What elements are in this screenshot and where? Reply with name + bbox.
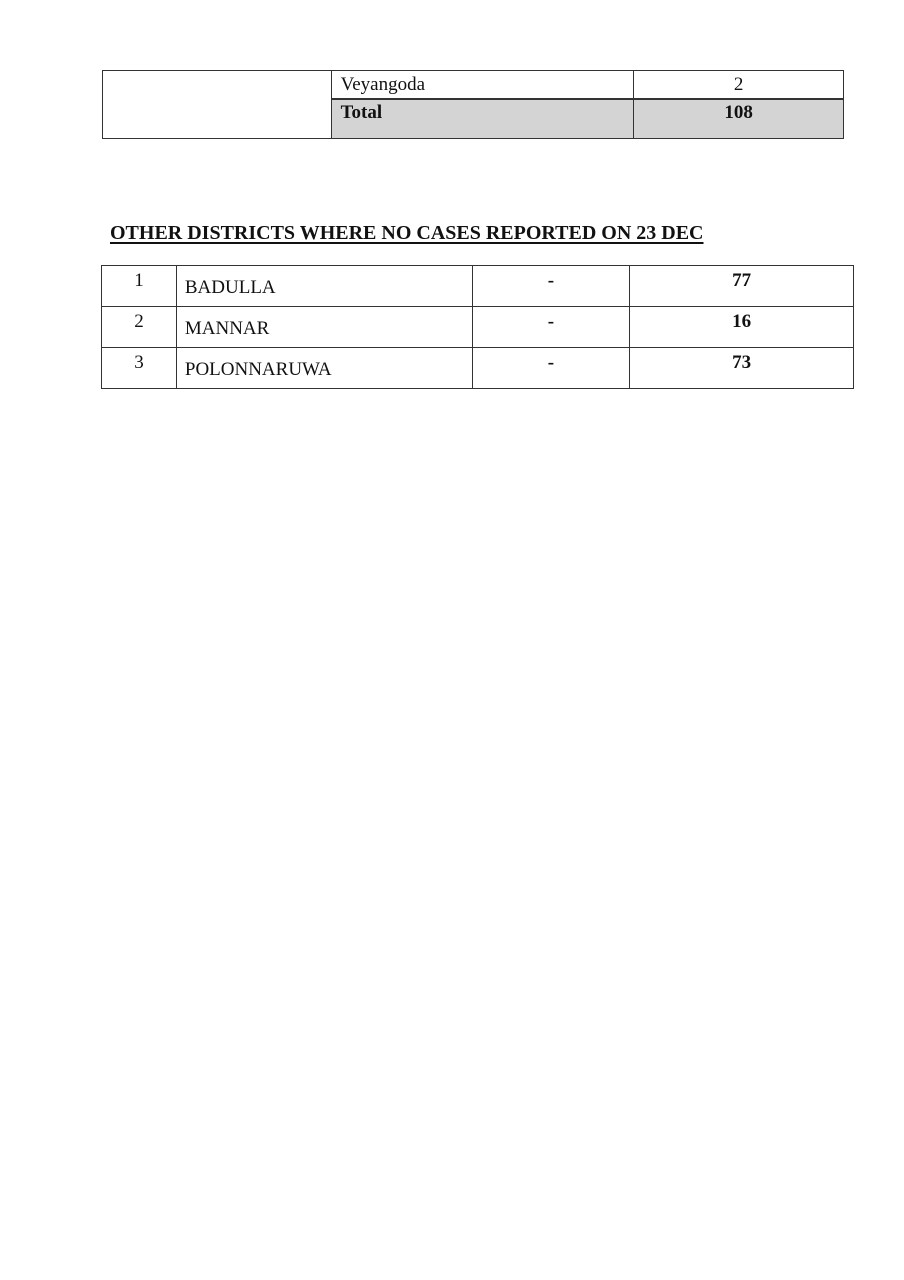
row-number: 2 — [102, 307, 177, 348]
total-label: Total — [331, 99, 634, 139]
place-name-cell: Veyangoda — [331, 71, 634, 100]
district-name: MANNAR — [176, 307, 472, 348]
cases-today: - — [472, 348, 630, 389]
section-heading: OTHER DISTRICTS WHERE NO CASES REPORTED ON 23 DEC — [110, 222, 704, 244]
district-name: POLONNARUWA — [176, 348, 472, 389]
total-value: 108 — [634, 99, 844, 139]
table-row — [102, 307, 854, 348]
row-number: 1 — [102, 266, 177, 307]
cases-total: 77 — [630, 266, 854, 307]
area-cases-table-continuation — [102, 70, 844, 139]
table-row — [102, 348, 854, 389]
cases-today: - — [472, 266, 630, 307]
cases-total: 16 — [630, 307, 854, 348]
case-count-cell: 2 — [634, 71, 844, 100]
district-name: BADULLA — [176, 266, 472, 307]
cases-total: 73 — [630, 348, 854, 389]
district-cell-empty — [103, 71, 332, 139]
table-row — [102, 266, 854, 307]
cases-today: - — [472, 307, 630, 348]
table-row — [103, 71, 844, 100]
row-number: 3 — [102, 348, 177, 389]
no-cases-districts-table — [101, 265, 854, 389]
